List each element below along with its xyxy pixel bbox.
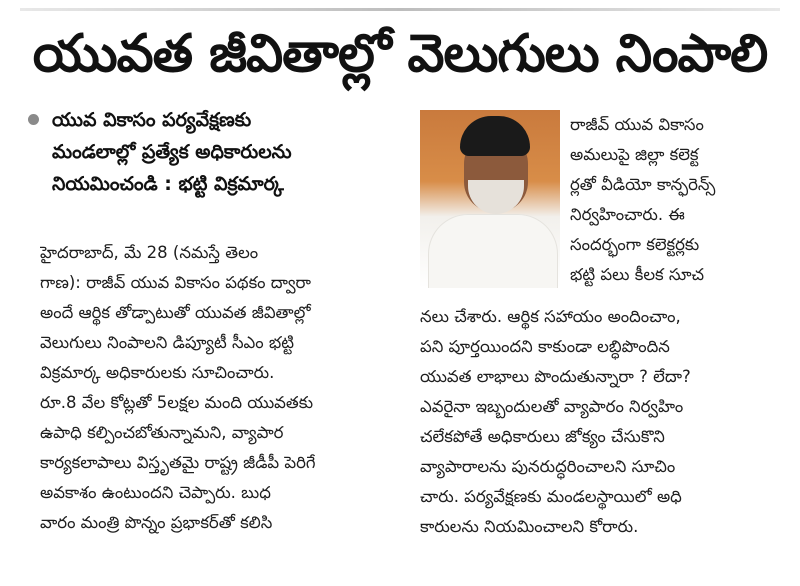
text-line: నలు చేశారు. ఆర్థిక సహాయం అందించాం, <box>420 307 681 326</box>
text-line: కార్యకలాపాలు విస్తృతమై రాష్ట్ర జీడీపీ పెరిగే <box>40 453 316 472</box>
text-below-photo <box>420 302 780 542</box>
subheadline-line: యువ వికాసం పర్యవేక్షణకు <box>52 109 252 131</box>
subheadline <box>52 104 392 200</box>
portrait-photo <box>420 110 560 288</box>
text-line: నిర్వహించారు. ఈ <box>570 205 685 224</box>
photo-hair <box>460 116 530 156</box>
text-line: రూ.8 వేల కోట్లతో 5లక్షల మంది యువతకు <box>40 393 314 412</box>
text-line: విక్రమార్క అధికారులకు సూచించారు. <box>40 363 275 382</box>
text-line: హైదరాబాద్‌, మే 28 (నమస్తే తెలం <box>40 243 259 262</box>
text-line: వారం మంత్రి పొన్నం ప్రభాకర్‌తో కలిసి <box>40 513 273 532</box>
photo-shirt <box>428 214 558 288</box>
text-line: పని పూర్తయిందని కాకుండా లబ్ధిపొందిన <box>420 337 670 356</box>
text-beside-photo <box>570 110 780 290</box>
text-line: అవకాశం ఉంటుందని చెప్పారు. బుధ <box>40 483 271 502</box>
text-line: భట్టి పలు కీలక సూచ <box>570 265 705 284</box>
article-body-left <box>40 238 395 538</box>
text-line: ఉపాధి కల్పించబోతున్నామని, వ్యాపార <box>40 423 284 442</box>
photo-beard <box>468 180 524 214</box>
text-line: అమలుపై జిల్లా కలెక్ట <box>570 145 699 164</box>
text-line: వెలుగులు నింపాలని డిప్యూటీ సీఎం భట్టి <box>40 333 294 352</box>
subheadline-line: నియమించండి : భట్టి విక్రమార్క <box>52 173 284 195</box>
bullet-icon <box>28 114 39 125</box>
subheadline-line: మండలాల్లో ప్రత్యేక అధికారులను <box>52 141 292 163</box>
text-line: రాజీవ్‌ యువ వికాసం <box>570 115 704 134</box>
text-line: చలేకపోతే అధికారులు జోక్యం చేసుకొని <box>420 427 665 446</box>
text-line: సందర్భంగా కలెక్టర్లకు <box>570 235 700 254</box>
text-line: వ్యాపారాలను పునరుద్ధరించాలని సూచిం <box>420 457 676 476</box>
text-line: కారులను నియమించాలని కోరారు. <box>420 517 639 536</box>
top-rule <box>20 8 780 11</box>
text-line: యువత లాభాలు పొందుతున్నారా ? లేదా? <box>420 367 691 386</box>
text-line: ఎవరైనా ఇబ్బందులతో వ్యాపారం నిర్వహిం <box>420 397 684 416</box>
headline: యువత జీవితాల్లో వెలుగులు నింపాలి <box>32 24 768 84</box>
text-line: ర్లతో వీడియో కాన్ఫరెన్స్‌ <box>570 175 716 194</box>
text-line: చారు. పర్యవేక్షణకు మండలస్థాయిలో అధి <box>420 487 682 506</box>
text-line: అందే ఆర్థిక తోడ్పాటుతో యువత జీవితాల్లో <box>40 303 311 322</box>
text-line: గాణ): రాజీవ్‌ యువ వికాసం పథకం ద్వారా <box>40 273 311 292</box>
